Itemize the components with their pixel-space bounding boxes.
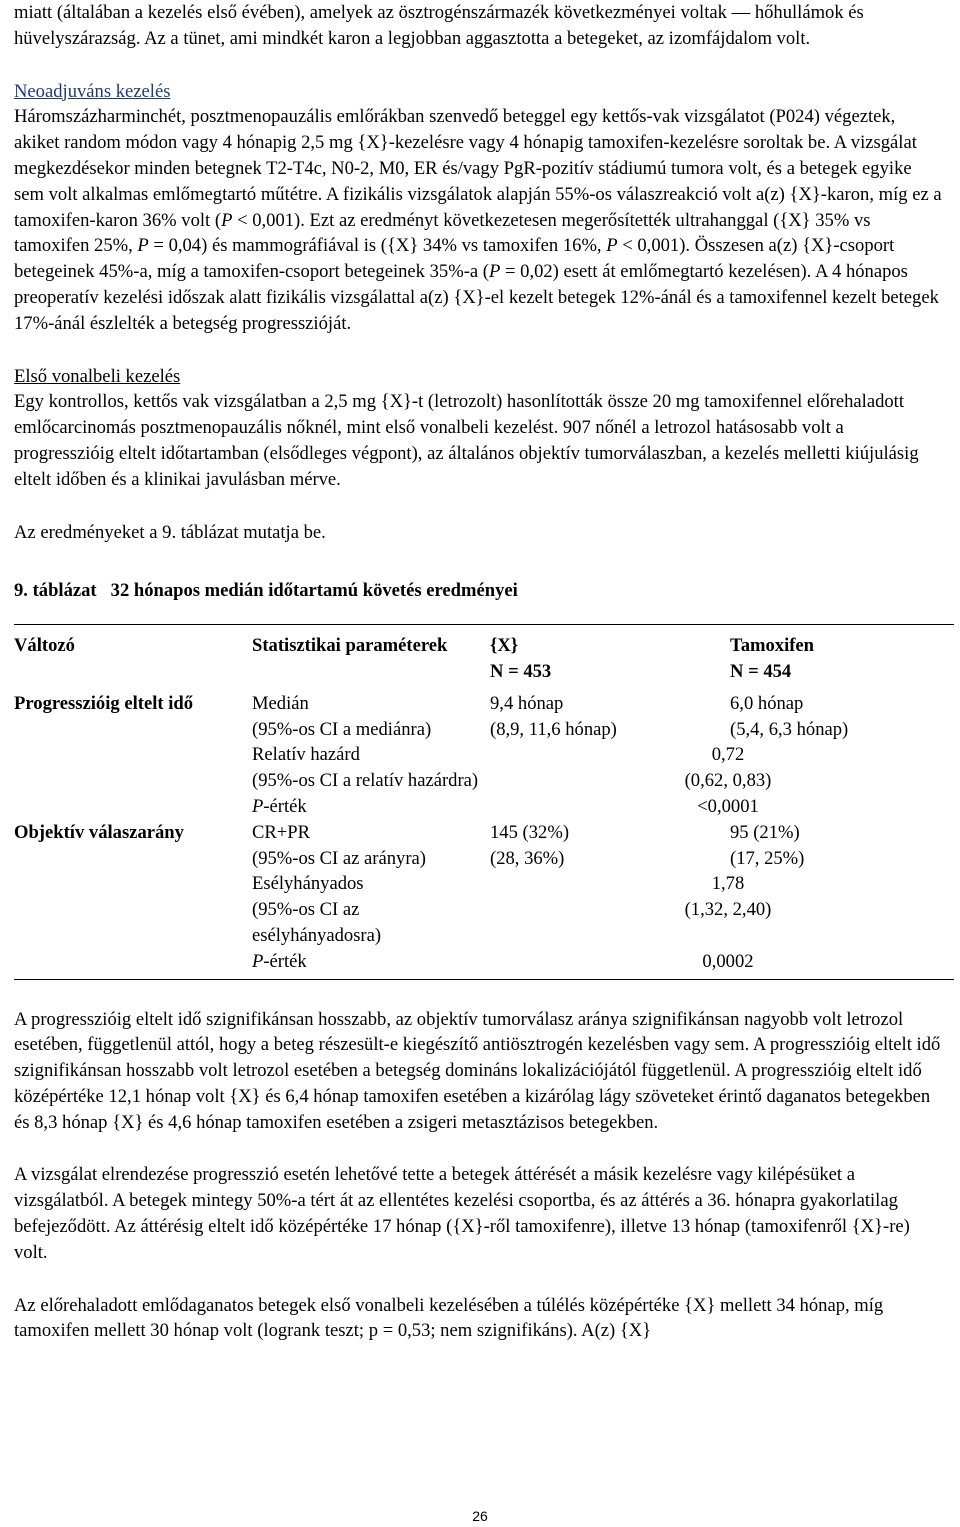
cell-median-tam: 6,0 hónap xyxy=(730,692,804,714)
text-run: < 0,001). Összesen a(z) {X}-csoport betegeinek 45%-a, míg a tamoxifen-csoport betegeinek 35%-a ( xyxy=(14,235,895,283)
spacer xyxy=(14,980,944,1007)
empty-cell xyxy=(14,871,252,897)
cell-or-val: 1,78 xyxy=(711,873,745,895)
cell-crpr: CR+PR xyxy=(252,821,311,843)
empty-cell xyxy=(14,768,252,794)
empty-cell xyxy=(14,717,252,743)
after-table-paragraph: A progresszióig eltelt idő szignifikánsan hosszabb, az objektív tumorválasz aránya szignifikánsan nagyobb volt letrozol esetében, függetlenül attól, hogy a beteg részesült-e kiegészítő antiösztrogén kezelésben vagy sem. A progresszióig eltelt idő szignifikánsan hosszabb volt letrozol esetében a betegség domináns lokalizációjától függetlenül. A progresszióig eltelt idő középértéke 12,1 hónap volt {X} és 6,4 hónap tamoxifen esetében a kizárólag lágy szöveteket érintő daganatos betegekben és 8,3 hónap {X} és 4,6 hónap tamoxifen esetében a zsigeri metasztázisos betegekben. xyxy=(14,1008,941,1133)
empty-cell xyxy=(14,742,252,768)
spacer xyxy=(14,1266,944,1293)
cell-hr-val: 0,72 xyxy=(711,744,745,766)
table-row xyxy=(14,949,954,979)
crossover-paragraph: A vizsgálat elrendezése progresszió esetén lehetővé tette a betegek áttérését a másik kezelésre vagy kilépésüket a vizsgálatból. A betegek mintegy 50%-a tért át az ellentétes kezelési csoportba, és az áttérés a 36. hónapra gyakorlatilag befejeződött. Az áttérésig eltelt idő középértéke 17 hónap ({X}-ről tamoxifenre), illetve 13 hónap (tamoxifenről {X}-re) volt. xyxy=(14,1164,910,1263)
cell-crpr-ci: (95%-os CI az arányra) xyxy=(252,847,426,869)
empty-cell xyxy=(14,846,252,872)
spacer xyxy=(14,545,944,572)
cell-median-ci-tam: (5,4, 6,3 hónap) xyxy=(730,718,849,740)
header-x xyxy=(490,625,730,685)
header-tamoxifen xyxy=(730,625,954,685)
p-symbol: P xyxy=(252,950,264,972)
empty-cell xyxy=(14,897,252,949)
table-row xyxy=(14,846,954,872)
cell-hr-ci: (95%-os CI a relatív hazárdra) xyxy=(252,770,479,792)
first-line-paragraph: Egy kontrollos, kettős vak vizsgálatban a 2,5 mg {X}-t (letrozolt) hasonlították össze 20 mg tamoxifennel előrehaladott emlőcarcinomás posztmenopauzális nőknél, mint első vonalbeli kezelést. 907 nőnél a letrozol hatásosabb volt a progresszióig eltelt időtartamban (elsődleges végpont), az általános objektív tumorválaszban, a kezelés melletti kiújulásig eltelt időben és a klinikai javulásban mérve. xyxy=(14,391,919,490)
cell-median-ci: (95%-os CI a mediánra) xyxy=(252,718,432,740)
cell-median: Medián xyxy=(252,692,309,714)
row-label-pfs: Progresszióig eltelt idő xyxy=(14,692,194,714)
intro-paragraph: miatt (általában a kezelés első évében), amelyek az ösztrogénszármazék következményei voltak — hőhullámok és hüvelyszárazság. Az a tünet, ami mindkét karon a legjobban aggasztotta a betegeket, az izomfájdalom volt. xyxy=(14,2,864,49)
table-header-row xyxy=(14,625,954,685)
cell-p1 xyxy=(252,794,490,820)
header-tam-n: N = 454 xyxy=(730,660,792,682)
text-run: < 0,001). Ezt az eredményt következetesen megerősítették ultrahanggal ({X} 35% vs tamoxifen 25%, xyxy=(14,209,871,257)
text-run: = 0,02) esett át emlőmegtartó kezelésen). A 4 hónapos preoperatív kezelési időszak alatt fizikális vizsgálattal a(z) {X}-el kezelt betegek 12%-ánál és a tamoxifennel kezelt betegek 17%-ánál észlelték a betegség progresszióját. xyxy=(14,261,939,334)
table-caption xyxy=(14,578,944,604)
text-run: = 0,04) és mammográfiával is ({X} 34% vs tamoxifen 16%, xyxy=(148,235,607,257)
table-row xyxy=(14,794,954,820)
table-row xyxy=(14,742,954,768)
cell-crpr-ci-tam: (17, 25%) xyxy=(730,847,805,869)
cell-hr-ci-val: (0,62, 0,83) xyxy=(684,770,772,792)
header-tam-name: Tamoxifen xyxy=(730,635,815,657)
table-row xyxy=(14,820,954,846)
empty-cell xyxy=(14,949,252,979)
spacer xyxy=(14,52,944,79)
document-page xyxy=(14,0,944,1344)
page-number: 26 xyxy=(472,1508,488,1524)
empty-cell xyxy=(14,794,252,820)
cell-crpr-ci-x: (28, 36%) xyxy=(490,847,565,869)
header-variable: Változó xyxy=(14,625,252,685)
section-heading-first-line: Első vonalbeli kezelés xyxy=(14,365,181,387)
survival-paragraph: Az előrehaladott emlődaganatos betegek első vonalbeli kezelésében a túlélés középértéke {X} mellett 34 hónap, míg tamoxifen mellett 30 hónap volt (logrank teszt; p = 0,53; nem szignifikáns). A(z) {X} xyxy=(14,1294,884,1342)
p-symbol: P xyxy=(137,235,149,257)
cell-median-ci-x: (8,9, 11,6 hónap) xyxy=(490,718,617,740)
cell-p2-val: 0,0002 xyxy=(490,949,954,979)
table-row xyxy=(14,717,954,743)
text-run: Háromszázharminchét, posztmenopauzális emlőrákban szenvedő beteggel egy kettős-vak vizsgálatot (P024) végeztek, akiket random módon vagy 4 hónapig 2,5 mg {X}-kezelésre vagy 4 hónapig tamoxifen-kezelésre soroltak be. A vizsgálat megkezdésekor minden betegnek T2-T4c, N0-2, M0, ER és/vagy PgR-pozitív stádiumú tumora volt, és a betegek egyike sem volt alkalmas emlőmegtartó műtétre. A fizikális vizsgálatok alapján 55%-os válaszreakció volt a(z) {X}-karon, míg ez a tamoxifen-karon 36% volt ( xyxy=(14,106,942,231)
neoadjuvant-paragraph xyxy=(14,104,944,336)
cell-median-x: 9,4 hónap xyxy=(490,692,564,714)
cell-or-ci-val: (1,32, 2,40) xyxy=(684,899,772,921)
p-symbol: P xyxy=(489,261,501,283)
table-row xyxy=(14,768,954,794)
header-x-n: N = 453 xyxy=(490,660,552,682)
p-label: -érték xyxy=(263,950,307,972)
section-heading-neoadjuvant: Neoadjuváns kezelés xyxy=(14,80,171,102)
cell-crpr-tam: 95 (21%) xyxy=(730,821,800,843)
cell-p1-val: <0,0001 xyxy=(697,795,759,817)
table-row xyxy=(14,685,954,717)
table-row xyxy=(14,871,954,897)
header-stat: Statisztikai paraméterek xyxy=(252,625,490,685)
cell-crpr-x: 145 (32%) xyxy=(490,821,570,843)
table-row xyxy=(14,897,954,949)
p-label: -érték xyxy=(263,795,307,817)
spacer xyxy=(14,1135,944,1162)
cell-or-ci: (95%-os CI az esélyhányadosra) xyxy=(252,899,382,946)
results-reference: Az eredményeket a 9. táblázat mutatja be. xyxy=(14,521,326,543)
p-symbol: P xyxy=(221,209,233,231)
results-table xyxy=(14,624,954,979)
cell-hr: Relatív hazárd xyxy=(252,744,360,766)
p-symbol: P xyxy=(252,795,264,817)
cell-p2 xyxy=(252,949,490,979)
cell-or: Esélyhányados xyxy=(252,873,364,895)
spacer xyxy=(14,337,944,364)
row-label-orr: Objektív válaszarány xyxy=(14,821,184,843)
spacer xyxy=(14,493,944,520)
p-symbol: P xyxy=(606,235,618,257)
table-title: 32 hónapos medián időtartamú követés eredményei xyxy=(110,580,518,602)
header-x-name: {X} xyxy=(490,635,519,657)
table-number: 9. táblázat xyxy=(14,580,97,602)
